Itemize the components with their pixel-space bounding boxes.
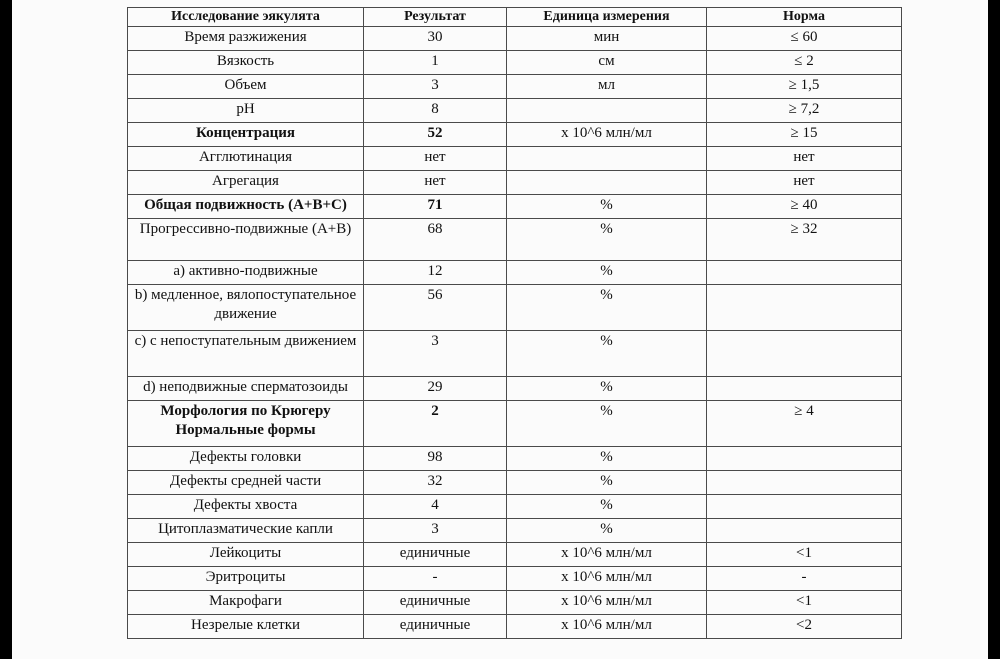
cell-result: 29 — [364, 377, 507, 401]
table-row — [128, 195, 902, 219]
table-row — [128, 591, 902, 615]
cell-result: 1 — [364, 51, 507, 75]
table-row — [128, 75, 902, 99]
cell-unit: % — [507, 447, 707, 471]
cell-result: 68 — [364, 219, 507, 261]
cell-test-name: Время разжижения — [128, 27, 364, 51]
cell-unit: мин — [507, 27, 707, 51]
cell-test-name: a) активно-подвижные — [128, 261, 364, 285]
cell-test-name: Незрелые клетки — [128, 615, 364, 639]
cell-norm — [707, 377, 902, 401]
table-row — [128, 377, 902, 401]
cell-result: 71 — [364, 195, 507, 219]
cell-test-name: Прогрессивно-подвижные (A+B) — [128, 219, 364, 261]
cell-result: 8 — [364, 99, 507, 123]
table-row — [128, 171, 902, 195]
cell-norm: ≥ 4 — [707, 401, 902, 447]
cell-norm — [707, 447, 902, 471]
cell-unit: x 10^6 млн/мл — [507, 567, 707, 591]
cell-norm — [707, 471, 902, 495]
column-header-unit: Единица измерения — [507, 8, 707, 27]
cell-test-name: Агглютинация — [128, 147, 364, 171]
cell-test-name: Дефекты головки — [128, 447, 364, 471]
table-row — [128, 27, 902, 51]
cell-unit: мл — [507, 75, 707, 99]
table-row — [128, 147, 902, 171]
column-header-result: Результат — [364, 8, 507, 27]
cell-norm: ≤ 60 — [707, 27, 902, 51]
column-header-norm: Норма — [707, 8, 902, 27]
cell-norm — [707, 495, 902, 519]
table-row — [128, 331, 902, 377]
cell-norm: - — [707, 567, 902, 591]
cell-unit: x 10^6 млн/мл — [507, 123, 707, 147]
table-row — [128, 123, 902, 147]
cell-unit: % — [507, 471, 707, 495]
table-row — [128, 219, 902, 261]
table-row — [128, 543, 902, 567]
cell-unit: % — [507, 377, 707, 401]
cell-unit: % — [507, 401, 707, 447]
table-row — [128, 495, 902, 519]
cell-norm: ≥ 1,5 — [707, 75, 902, 99]
table-row — [128, 285, 902, 331]
cell-unit: % — [507, 285, 707, 331]
cell-result: 4 — [364, 495, 507, 519]
cell-unit: % — [507, 261, 707, 285]
cell-result: 32 — [364, 471, 507, 495]
cell-test-name: Лейкоциты — [128, 543, 364, 567]
table-header-row — [128, 8, 902, 27]
cell-result: единичные — [364, 591, 507, 615]
cell-norm: <1 — [707, 543, 902, 567]
cell-norm — [707, 285, 902, 331]
column-header-test: Исследование эякулята — [128, 8, 364, 27]
cell-unit: x 10^6 млн/мл — [507, 591, 707, 615]
cell-test-name: Агрегация — [128, 171, 364, 195]
cell-result: 12 — [364, 261, 507, 285]
cell-test-name: Морфология по Крюгеру Нормальные формы — [128, 401, 364, 447]
semen-analysis-table — [127, 7, 902, 639]
cell-test-name: c) с непоступательным движением — [128, 331, 364, 377]
cell-result: единичные — [364, 615, 507, 639]
cell-unit: см — [507, 51, 707, 75]
cell-norm — [707, 331, 902, 377]
cell-norm: нет — [707, 171, 902, 195]
cell-result: нет — [364, 147, 507, 171]
cell-norm: ≥ 15 — [707, 123, 902, 147]
cell-unit: % — [507, 219, 707, 261]
cell-test-name: pH — [128, 99, 364, 123]
cell-unit: x 10^6 млн/мл — [507, 543, 707, 567]
cell-result: 2 — [364, 401, 507, 447]
cell-unit — [507, 171, 707, 195]
cell-test-name: Дефекты средней части — [128, 471, 364, 495]
document-page — [12, 0, 988, 659]
table-row — [128, 401, 902, 447]
cell-unit: x 10^6 млн/мл — [507, 615, 707, 639]
table-row — [128, 567, 902, 591]
table-row — [128, 51, 902, 75]
cell-norm: ≥ 40 — [707, 195, 902, 219]
cell-unit: % — [507, 519, 707, 543]
cell-result: 98 — [364, 447, 507, 471]
cell-unit: % — [507, 331, 707, 377]
cell-test-name: Дефекты хвоста — [128, 495, 364, 519]
cell-norm: ≥ 7,2 — [707, 99, 902, 123]
cell-test-name: b) медленное, вялопоступательное движение — [128, 285, 364, 331]
cell-norm — [707, 261, 902, 285]
cell-unit: % — [507, 195, 707, 219]
cell-test-name: Объем — [128, 75, 364, 99]
cell-result: 3 — [364, 519, 507, 543]
table-row — [128, 99, 902, 123]
cell-test-name: Цитоплазматические капли — [128, 519, 364, 543]
table-row — [128, 261, 902, 285]
cell-result: 56 — [364, 285, 507, 331]
table-row — [128, 447, 902, 471]
cell-test-name: Общая подвижность (A+B+C) — [128, 195, 364, 219]
cell-test-name: Макрофаги — [128, 591, 364, 615]
cell-unit — [507, 147, 707, 171]
cell-test-name: Вязкость — [128, 51, 364, 75]
cell-result: - — [364, 567, 507, 591]
cell-result: 3 — [364, 331, 507, 377]
cell-norm — [707, 519, 902, 543]
table-row — [128, 471, 902, 495]
cell-norm: <1 — [707, 591, 902, 615]
cell-result: 3 — [364, 75, 507, 99]
cell-result: 52 — [364, 123, 507, 147]
table-row — [128, 615, 902, 639]
cell-result: нет — [364, 171, 507, 195]
cell-unit: % — [507, 495, 707, 519]
cell-norm: ≥ 32 — [707, 219, 902, 261]
cell-norm: ≤ 2 — [707, 51, 902, 75]
cell-test-name: Эритроциты — [128, 567, 364, 591]
cell-norm: <2 — [707, 615, 902, 639]
cell-result: 30 — [364, 27, 507, 51]
cell-norm: нет — [707, 147, 902, 171]
cell-test-name: d) неподвижные сперматозоиды — [128, 377, 364, 401]
cell-test-name: Концентрация — [128, 123, 364, 147]
cell-result: единичные — [364, 543, 507, 567]
cell-unit — [507, 99, 707, 123]
table-row — [128, 519, 902, 543]
